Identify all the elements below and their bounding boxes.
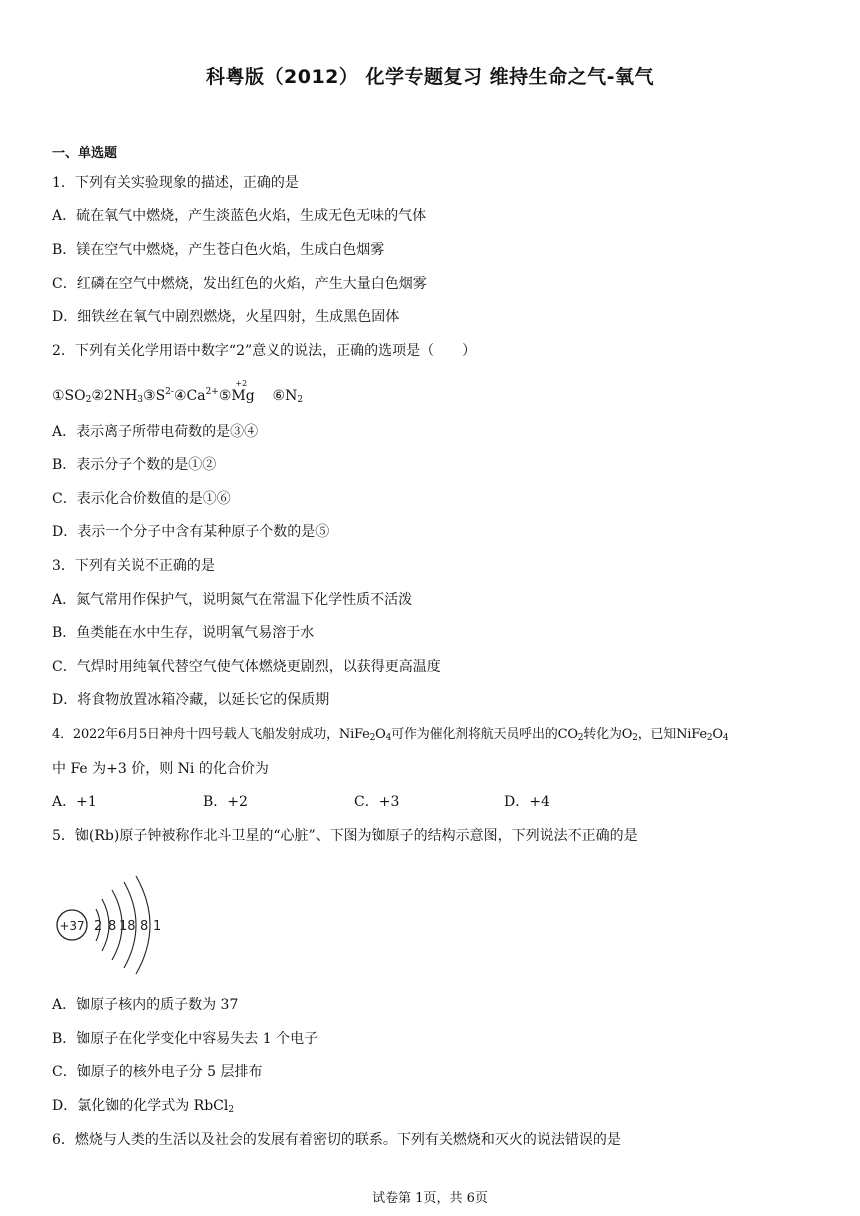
- question-5-stem: 5．铷(Rb)原子钟被称作北斗卫星的“心脏”、下图为铷原子的结构示意图，下列说法不正确的是: [52, 828, 638, 844]
- formula-6: ⑥N: [272, 388, 298, 404]
- question-2-option-c: C．表示化合价数值的是①⑥: [52, 491, 231, 507]
- page-footer: 试卷第 1页，共 6页: [372, 1191, 488, 1206]
- q4-text-g: 转化为O: [583, 727, 633, 742]
- section-heading: 一、单选题: [52, 146, 118, 161]
- question-1-option-c: C．红磷在空气中燃烧，发出红色的火焰，产生大量白色烟雾: [52, 276, 427, 292]
- shell-count-3: 18: [119, 919, 136, 934]
- formula-5-mg: [231, 379, 255, 406]
- shell-count-1: 2: [94, 919, 103, 934]
- formula-5-valence: +2: [235, 379, 248, 388]
- question-2-stem: 2．下列有关化学用语中数字“2”意义的说法，正确的选项是（ ）: [52, 343, 477, 359]
- shell-count-5: 1: [153, 919, 162, 934]
- q4-sub-h: 2: [632, 733, 638, 743]
- question-2-option-a: A．表示离子所带电荷数的是③④: [52, 424, 259, 440]
- question-4-option-a: A．+1: [52, 794, 97, 810]
- q4-text-e: 可作为催化剂将航天员呼出的CO: [391, 727, 578, 742]
- q4-text-k: O: [712, 727, 723, 742]
- question-1-stem: 1．下列有关实验现象的描述，正确的是: [52, 175, 299, 191]
- nucleus-label: +37: [59, 919, 85, 933]
- formula-2: ②2NH: [91, 388, 138, 404]
- question-4-option-b: B．+2: [203, 794, 248, 810]
- question-1-option-a: A．硫在氧气中燃烧，产生淡蓝色火焰，生成无色无味的气体: [52, 208, 427, 224]
- q4-text-i: ，已知NiFe: [637, 727, 707, 742]
- formula-1-sub: 2: [85, 395, 92, 405]
- q4-sub-j: 2: [706, 733, 713, 743]
- formula-4-sup: 2+: [205, 387, 219, 397]
- q4-text-a: 4．2022年6月5日神舟十四号载人飞船发射成功，NiFe: [52, 727, 370, 742]
- formula-5: ⑤: [218, 388, 232, 404]
- formula-1: ①SO: [52, 388, 86, 404]
- question-4-stem: [52, 725, 728, 745]
- formula-3-sup: 2-: [165, 387, 174, 397]
- question-5-option-a: A．铷原子核内的质子数为 37: [52, 997, 239, 1013]
- q4-sub-b: 2: [369, 733, 376, 743]
- page-title: 科粤版（2012） 化学专题复习 维持生命之气-氧气: [206, 66, 654, 88]
- question-2-option-b: B．表示分子个数的是①②: [52, 457, 217, 473]
- question-4-option-c: C．+3: [354, 794, 400, 810]
- question-5-option-d: [52, 1096, 234, 1116]
- question-2-formulas: [52, 379, 304, 406]
- question-3-stem: 3．下列有关说不正确的是: [52, 558, 215, 574]
- q4-sub-l: 4: [722, 733, 729, 743]
- q4-text-c: O: [375, 727, 386, 742]
- formula-6-sub: 2: [297, 395, 304, 405]
- question-3-option-b: B．鱼类能在水中生存，说明氧气易溶于水: [52, 625, 315, 641]
- formula-3: ③S: [143, 388, 166, 404]
- shell-count-4: 8: [140, 919, 149, 934]
- q4-sub-d: 4: [385, 733, 392, 743]
- question-3-option-c: C．气焊时用纯氧代替空气使气体燃烧更剧烈，以获得更高温度: [52, 659, 441, 675]
- q5-d-text: D．氯化铷的化学式为 RbCl: [52, 1098, 229, 1114]
- question-4-option-d: D．+4: [504, 794, 550, 810]
- q5-d-sub: 2: [228, 1105, 235, 1115]
- question-1-option-b: B．镁在空气中燃烧，产生苍白色火焰，生成白色烟雾: [52, 242, 385, 258]
- shell-count-2: 8: [108, 919, 117, 934]
- formula-4: ④Ca: [173, 388, 206, 404]
- question-3-option-a: A．氮气常用作保护气，说明氮气在常温下化学性质不活泼: [52, 592, 413, 608]
- question-4-stem-line2: 中 Fe 为+3 价，则 Ni 的化合价为: [52, 761, 269, 777]
- question-1-option-d: D．细铁丝在氧气中剧烈燃烧，火星四射，生成黑色固体: [52, 309, 400, 325]
- rubidium-atom-diagram: [52, 870, 172, 980]
- question-6-stem: 6．燃烧与人类的生活以及社会的发展有着密切的联系。下列有关燃烧和灭火的说法错误的是: [52, 1132, 621, 1148]
- question-3-option-d: D．将食物放置冰箱冷藏，以延长它的保质期: [52, 692, 330, 708]
- question-2-option-d: D．表示一个分子中含有某种原子个数的是⑤: [52, 524, 330, 540]
- question-5-option-b: B．铷原子在化学变化中容易失去 1 个电子: [52, 1031, 319, 1047]
- formula-2-sub: 3: [137, 395, 144, 405]
- question-5-option-c: C．铷原子的核外电子分 5 层排布: [52, 1064, 263, 1080]
- formula-5-symbol: Mg: [231, 388, 255, 404]
- q4-sub-f: 2: [577, 733, 584, 743]
